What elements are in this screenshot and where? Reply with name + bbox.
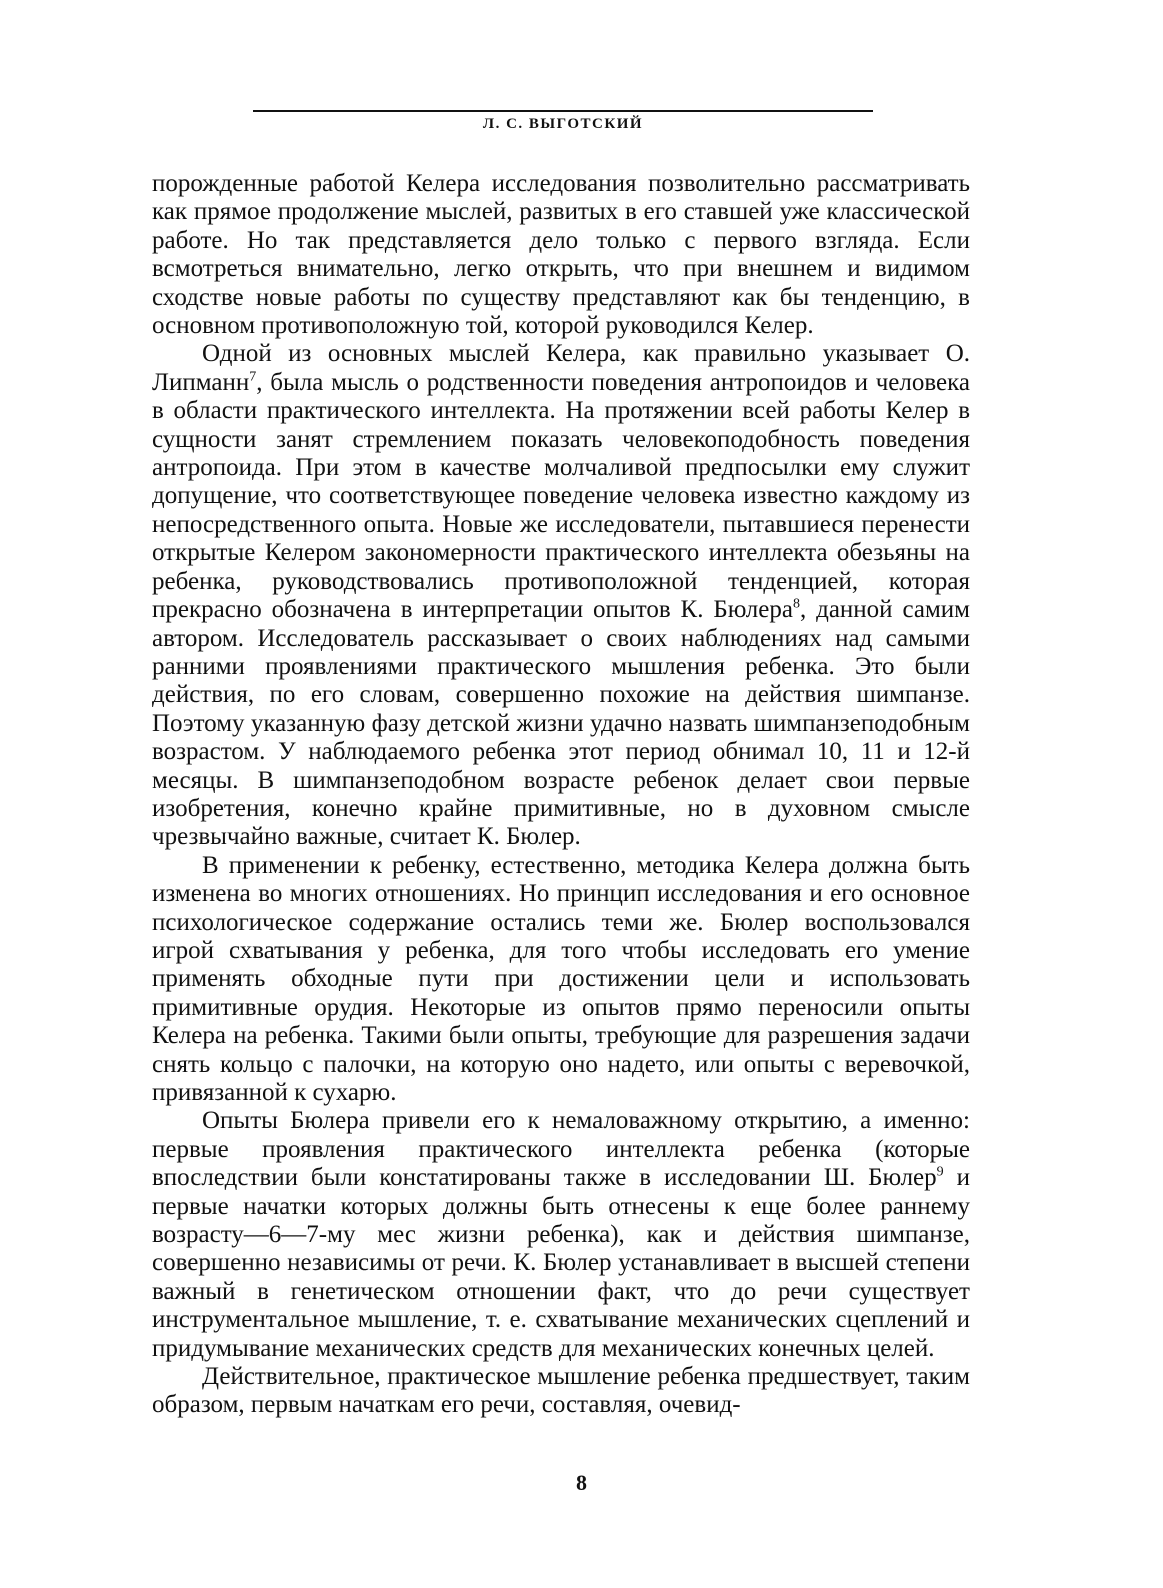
paragraph-2-text-b: , была мысль о родственности поведения антропоидов и человека в области практического интеллекта. На протяжении всей работы Келер в сущности занят стремлением показать человекоподобность поведения антропоида. При этом в качестве молчаливой предпосылки ему служит допущение, что соответствующее поведение человека известно каждому из непосредственного опыта. Новые же исследователи, пытавшиеся перенести открытые Келером закономерности практического интеллекта обезьяны на ребенка, руководствовались противоположной тенденцией, которая прекрасно обозначена в интерпретации опытов К. Бюлера: [152, 368, 970, 624]
paragraph-4-text-a: Опыты Бюлера привели его к немаловажному открытию, а именно: первые проявления практического интеллекта ребенка (которые впоследствии были констатированы также в исследовании Ш. Бюлер: [152, 1107, 970, 1192]
paragraph-2: [152, 340, 970, 851]
paragraph-4: [152, 1107, 970, 1363]
running-head: Л. С. ВЫГОТСКИЙ: [482, 116, 644, 132]
paragraph-2-text-a: Одной из основных мыслей Келера, как правильно указывает О. Липманн: [152, 340, 970, 396]
paragraph-5: Действительное, практическое мышление ребенка предшествует, таким образом, первым начаткам его речи, составляя, очевид-: [152, 1363, 970, 1419]
paragraph-1: порожденные работой Келера исследования позволительно рассматривать как прямое продолжение мыслей, развитых в его ставшей уже классической работе. Но так представляется дело только с первого взгляда. Если всмотреться внимательно, легко открыть, что при внешнем и видимом сходстве новые работы по существу представляют как бы тенденцию, в основном противоположную той, которой руководился Келер.: [152, 170, 970, 340]
page-number: 8: [576, 1470, 587, 1495]
footnote-ref-7: 7: [249, 369, 257, 385]
footnote-ref-8: 8: [792, 596, 800, 612]
paragraph-2-text-c: , данной самим автором. Исследователь рассказывает о своих наблюдениях над самыми ранними проявлениями практического мышления ребенка. Это были действия, по его словам, совершенно похожие на действия шимпанзе. Поэтому указанную фазу детской жизни удачно назвать шимпанзеподобным возрастом. У наблюдаемого ребенка этот период обнимал 10, 11 и 12-й месяцы. В шимпанзеподобном возрасте ребенок делает свои первые изобретения, конечно крайне примитивные, но в духовном смысле чрезвычайно важные, считает К. Бюлер.: [152, 596, 970, 851]
header-rule: [253, 110, 873, 112]
paragraph-4-text-b: и первые начатки которых должны быть отнесены к еще более раннему возрасту—6—7-му мес жизни ребенка), как и действия шимпанзе, совершенно независимы от речи. К. Бюлер устанавливает в высшей степени важный в генетическом отношении факт, что до речи существует инструментальное мышление, т. е. схватывание механических сцеплений и придумывание механических средств для механических конечных целей.: [152, 1164, 970, 1362]
body-text: [152, 170, 970, 1420]
paragraph-3: В применении к ребенку, естественно, методика Келера должна быть изменена во многих отношениях. Но принцип исследования и его основное психологическое содержание остались теми же. Бюлер воспользовался игрой схватывания у ребенка, для того чтобы исследовать его умение применять обходные пути при достижении цели и использовать примитивные орудия. Некоторые из опытов прямо переносили опыты Келера на ребенка. Такими были опыты, требующие для разрешения задачи снять кольцо с палочки, на которую оно надето, или опыты с веревочкой, привязанной к сухарю.: [152, 851, 970, 1106]
footnote-ref-9: 9: [936, 1164, 944, 1180]
